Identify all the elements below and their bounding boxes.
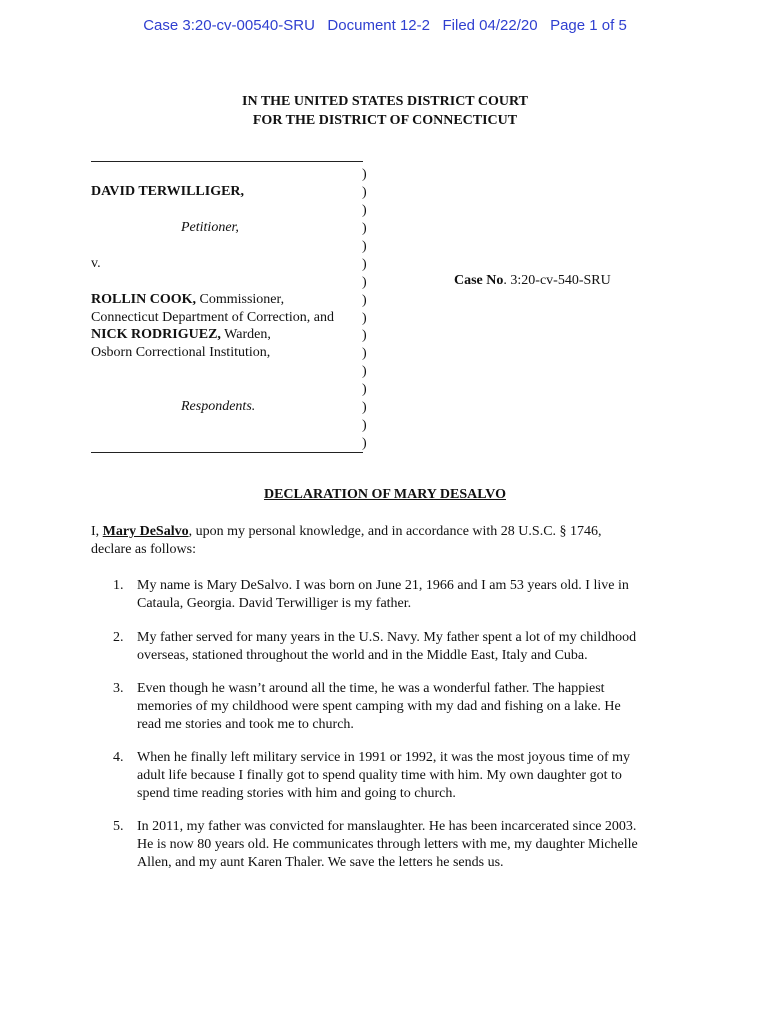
paragraph-line: read me stories and took me to church. xyxy=(137,717,354,732)
petitioner-role: Petitioner, xyxy=(181,220,239,235)
caption-paren: ) xyxy=(362,257,367,272)
caption-paren: ) xyxy=(362,382,367,397)
paragraph-line: My father served for many years in the U.S. Navy. My father spent a lot of my childhood xyxy=(137,630,637,645)
caption-top-rule xyxy=(91,161,363,162)
paragraph-line: Cataula, Georgia. David Terwilliger is my father. xyxy=(137,596,412,611)
case-number xyxy=(454,273,611,289)
paragraph-line: Even though he wasn’t around all the time, he was a wonderful father. The happiest xyxy=(137,681,605,696)
respondents-role: Respondents. xyxy=(181,399,256,414)
caption-paren: ) xyxy=(362,311,367,326)
paragraph-line: memories of my childhood were spent camping with my dad and fishing on a lake. He xyxy=(137,699,621,714)
intro-prefix: I, xyxy=(91,524,103,539)
intro-rest: , upon my personal knowledge, and in accordance with 28 U.S.C. § 1746, xyxy=(188,524,602,539)
paragraph-line: spend time reading stories with him and going to church. xyxy=(137,786,456,801)
document-title: DECLARATION OF MARY DESALVO xyxy=(263,487,507,502)
case-number-value: . 3:20-cv-540-SRU xyxy=(503,273,611,288)
paragraph-line: My name is Mary DeSalvo. I was born on June 21, 1966 and I am 53 years old. I live in xyxy=(137,578,629,593)
paragraph-line: In 2011, my father was convicted for manslaughter. He has been incarcerated since 2003. xyxy=(137,819,637,834)
filing-header: Case 3:20-cv-00540-SRU Document 12-2 Filed 04/22/20 Page 1 of 5 xyxy=(143,17,627,34)
paragraph-number: 1. xyxy=(113,578,124,593)
paragraph-line: When he finally left military service in 1991 or 1992, it was the most joyous time of my xyxy=(137,750,631,765)
caption-paren: ) xyxy=(362,185,367,200)
paragraph-line: Allen, and my aunt Karen Thaler. We save the letters he sends us. xyxy=(137,855,504,870)
paragraph-line: adult life because I finally got to spend quality time with him. My own daughter got to xyxy=(137,768,622,783)
paragraph-line: overseas, stationed throughout the world and in the Middle East, Italy and Cuba. xyxy=(137,648,588,663)
caption-paren: ) xyxy=(362,328,367,343)
court-name-line1: IN THE UNITED STATES DISTRICT COURT xyxy=(242,94,528,109)
paragraph-number: 2. xyxy=(113,630,124,645)
court-name-line2: FOR THE DISTRICT OF CONNECTICUT xyxy=(252,113,518,128)
respondent1-name: ROLLIN COOK, xyxy=(91,292,197,307)
caption-paren: ) xyxy=(362,239,367,254)
paragraph-number: 3. xyxy=(113,681,124,696)
caption-paren: ) xyxy=(362,364,367,379)
respondent1 xyxy=(91,292,284,308)
versus: v. xyxy=(91,256,101,271)
caption-paren: ) xyxy=(362,436,367,451)
paragraph-number: 4. xyxy=(113,750,124,765)
declarant-name: Mary DeSalvo xyxy=(102,524,189,539)
paragraph-line: He is now 80 years old. He communicates through letters with me, my daughter Michelle xyxy=(137,837,638,852)
caption-paren: ) xyxy=(362,346,367,361)
respondent2 xyxy=(91,327,271,343)
caption-paren: ) xyxy=(362,275,367,290)
paragraph-number: 5. xyxy=(113,819,124,834)
intro-line1 xyxy=(91,524,602,540)
respondent1-title: Commissioner, xyxy=(196,292,285,307)
caption-paren: ) xyxy=(362,418,367,433)
caption-paren: ) xyxy=(362,203,367,218)
intro-line2: declare as follows: xyxy=(91,542,196,557)
respondent2-title: Warden, xyxy=(220,327,271,342)
respondent2-name: NICK RODRIGUEZ, xyxy=(91,327,221,342)
caption-paren: ) xyxy=(362,167,367,182)
respondent2-institution: Osborn Correctional Institution, xyxy=(91,345,271,360)
respondent1-department: Connecticut Department of Correction, and xyxy=(91,310,334,325)
caption-paren: ) xyxy=(362,293,367,308)
caption-paren: ) xyxy=(362,400,367,415)
caption-paren: ) xyxy=(362,221,367,236)
case-number-label: Case No xyxy=(454,273,504,288)
caption-bottom-rule xyxy=(91,452,363,453)
petitioner-name: DAVID TERWILLIGER, xyxy=(91,184,245,199)
